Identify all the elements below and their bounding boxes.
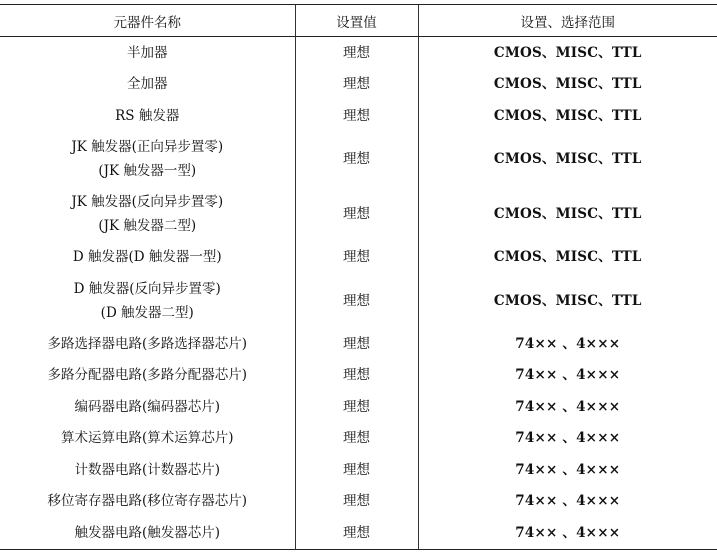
component-name-cell [0, 242, 295, 274]
table-header-row [0, 5, 717, 37]
component-name-cell [0, 187, 295, 242]
component-name-cell [0, 517, 295, 549]
component-name-cell [0, 273, 295, 328]
table-row [0, 242, 717, 274]
component-name-cell [0, 132, 295, 187]
setting-value-cell: 理想 [295, 423, 418, 455]
table-row [0, 517, 717, 549]
component-name: D 触发器(D 触发器一型) [72, 249, 222, 266]
setting-value-cell: 理想 [295, 454, 418, 486]
setting-range-cell: CMOS、MISC、TTL [418, 100, 717, 132]
setting-value-cell: 理想 [295, 517, 418, 549]
setting-range-cell: 74×× 、4××× [418, 360, 717, 392]
setting-range-cell: 74×× 、4××× [418, 423, 717, 455]
setting-range-cell: CMOS、MISC、TTL [418, 273, 717, 328]
header-setting-range: 设置、选择范围 [418, 5, 717, 37]
component-name: D 触发器(反向异步置零) [73, 280, 221, 297]
setting-value-cell: 理想 [295, 391, 418, 423]
setting-range-cell: CMOS、MISC、TTL [418, 69, 717, 101]
table-row [0, 486, 717, 518]
table-row [0, 423, 717, 455]
component-name: 多路分配器电路(多路分配器芯片) [47, 367, 248, 384]
component-name-cell [0, 100, 295, 132]
setting-value-cell: 理想 [295, 187, 418, 242]
setting-value-cell: 理想 [295, 132, 418, 187]
header-setting-value: 设置值 [295, 5, 418, 37]
component-name-alias: (JK 触发器二型) [98, 218, 197, 234]
header-component-name: 元器件名称 [0, 5, 295, 37]
setting-range-cell: 74×× 、4××× [418, 454, 717, 486]
setting-range-cell: CMOS、MISC、TTL [418, 187, 717, 242]
setting-value-cell: 理想 [295, 242, 418, 274]
component-name: 计数器电路(计数器芯片) [74, 461, 221, 478]
component-name-cell [0, 454, 295, 486]
setting-value-cell: 理想 [295, 69, 418, 101]
setting-value-cell: 理想 [295, 328, 418, 360]
setting-range-cell: 74×× 、4××× [418, 517, 717, 549]
setting-value-cell: 理想 [295, 273, 418, 328]
table-row [0, 132, 717, 187]
component-name-cell [0, 423, 295, 455]
component-name: 移位寄存器电路(移位寄存器芯片) [47, 493, 248, 510]
table-row [0, 37, 717, 69]
component-name: 触发器电路(触发器芯片) [74, 524, 221, 541]
component-name-alias: (D 触发器二型) [100, 304, 194, 321]
component-name: 编码器电路(编码器芯片) [74, 398, 221, 415]
component-name-alias: (JK 触发器一型) [98, 163, 197, 179]
setting-value-cell: 理想 [295, 486, 418, 518]
component-name: RS 触发器 [115, 107, 180, 124]
setting-range-cell: 74×× 、4××× [418, 486, 717, 518]
component-name: JK 触发器(反向异步置零) [71, 194, 224, 210]
table-row [0, 360, 717, 392]
component-name-cell [0, 328, 295, 360]
setting-range-cell: CMOS、MISC、TTL [418, 242, 717, 274]
table-row [0, 187, 717, 242]
table-row [0, 273, 717, 328]
component-name: 半加器 [127, 44, 168, 61]
component-name: 多路选择器电路(多路选择器芯片) [47, 335, 248, 352]
component-name: JK 触发器(正向异步置零) [71, 139, 224, 155]
table-row [0, 454, 717, 486]
component-name: 全加器 [127, 76, 168, 93]
setting-range-cell: CMOS、MISC、TTL [418, 37, 717, 69]
setting-value-cell: 理想 [295, 37, 418, 69]
table-row [0, 100, 717, 132]
component-settings-table [0, 4, 717, 550]
setting-value-cell: 理想 [295, 100, 418, 132]
component-name-cell [0, 360, 295, 392]
setting-value-cell: 理想 [295, 360, 418, 392]
table-row [0, 328, 717, 360]
table-row [0, 391, 717, 423]
setting-range-cell: 74×× 、4××× [418, 391, 717, 423]
component-name-cell [0, 391, 295, 423]
component-name-cell [0, 69, 295, 101]
component-name-cell [0, 486, 295, 518]
component-name: 算术运算电路(算术运算芯片) [60, 430, 234, 447]
component-name-cell [0, 37, 295, 69]
setting-range-cell: CMOS、MISC、TTL [418, 132, 717, 187]
setting-range-cell: 74×× 、4××× [418, 328, 717, 360]
table-row [0, 69, 717, 101]
